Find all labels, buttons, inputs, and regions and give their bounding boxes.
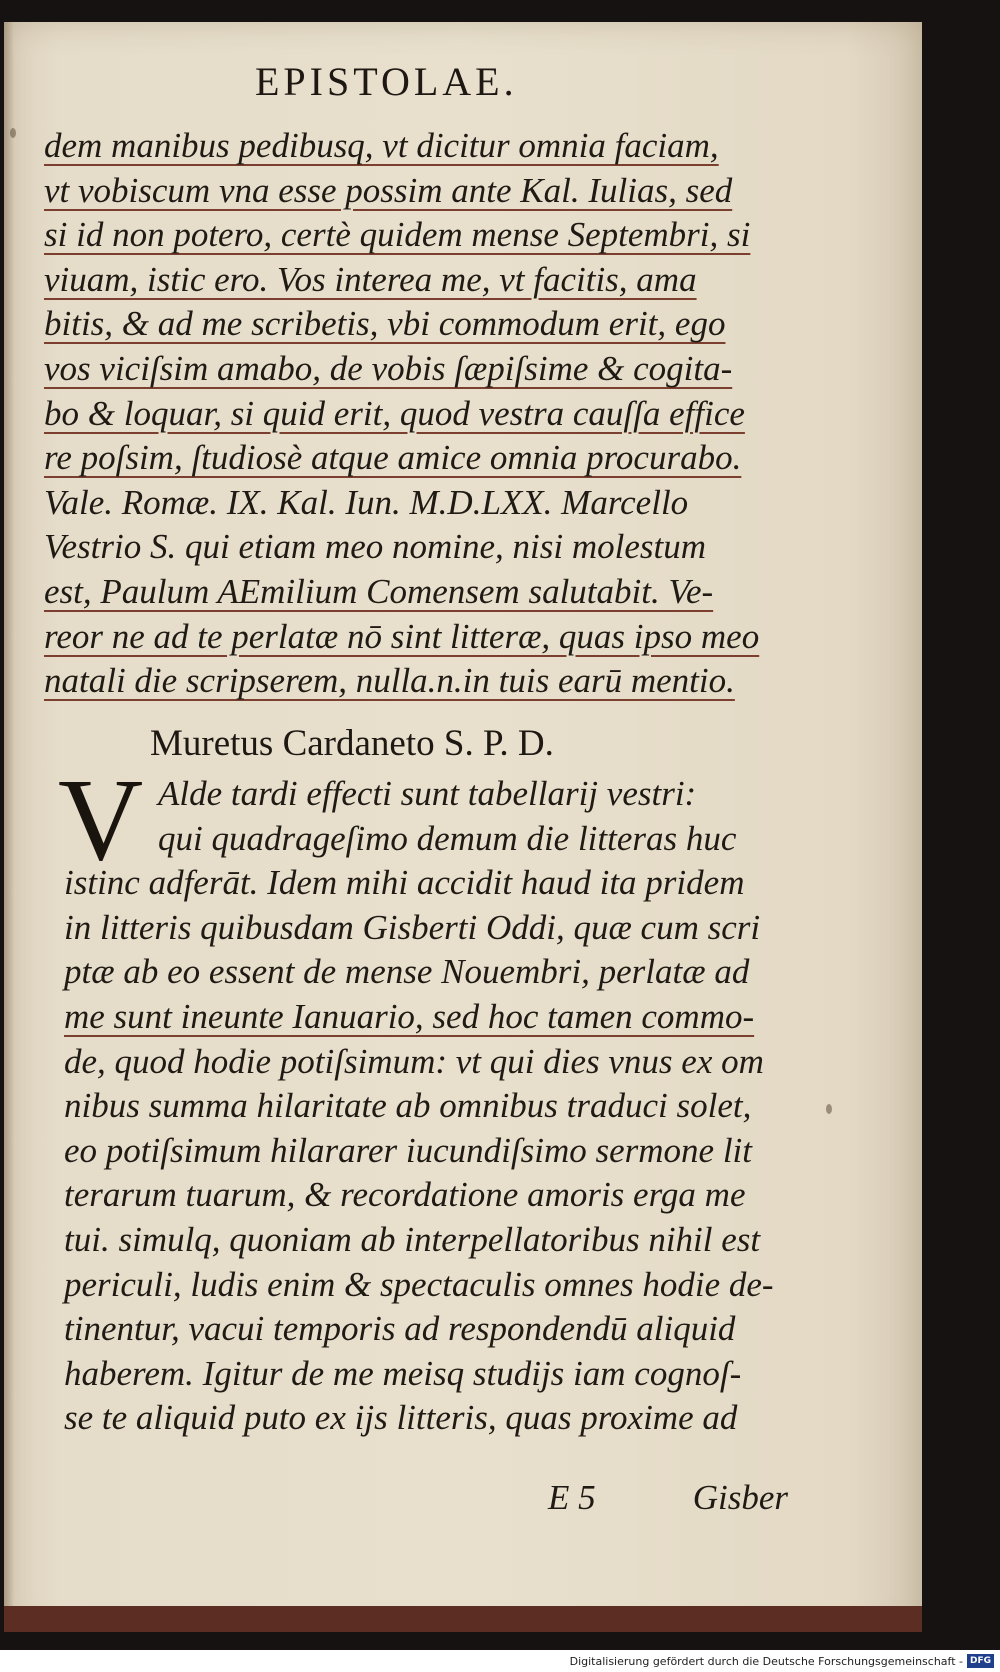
dfg-logo: DFG (967, 1654, 994, 1668)
text-line: Vestrio S. qui etiam meo nomine, nisi molestum (44, 527, 707, 567)
text-line: bitis, & ad me scribetis, vbi commodum erit, ego (44, 304, 726, 344)
page-gutter-shadow (4, 22, 14, 1632)
text-line: bo & loquar, si quid erit, quod vestra cauſſa effice (44, 393, 745, 433)
text-line: haberem. Igitur de me meisq studijs iam cognoſ- (64, 1353, 742, 1393)
text-line: ptæ ab eo essent de mense Nouembri, perlatæ ad (64, 952, 750, 992)
credit-text: Digitalisierung gefördert durch die Deutsche Forschungsgemeinschaft - (569, 1654, 963, 1668)
text-line: re poſsim, ſtudiosè atque amice omnia procurabo. (44, 438, 742, 478)
page-footer (548, 1476, 788, 1520)
page-bottom-edge (4, 1606, 922, 1632)
text-line: se te aliquid puto ex ijs litteris, quas proxime ad (64, 1398, 738, 1438)
text-line: terarum tuarum, & recordatione amoris erga me (64, 1175, 746, 1215)
text-line: natali die scripserem, nulla.n.in tuis earū mentio. (44, 661, 735, 701)
text-line: de, quod hodie potiſsimum: vt qui dies vnus ex om (64, 1041, 764, 1081)
text-line: si id non potero, certè quidem mense Septembri, si (44, 215, 751, 255)
continuation-text (44, 124, 784, 704)
text-line: est, Paulum AEmilium Comensem salutabit. Ve- (44, 571, 714, 611)
ink-spot (826, 1104, 832, 1114)
running-head: EPISTOLAE. (255, 59, 518, 104)
text-line: qui quadrageſimo demum die litteras huc (158, 818, 737, 858)
text-line: istinc adferāt. Idem mihi accidit haud ita pridem (64, 863, 745, 903)
letter-heading: Muretus Cardaneto S. P. D. (150, 723, 554, 764)
text-line: vt vobiscum vna esse possim ante Kal. Iulias, sed (44, 170, 733, 210)
text-line: tinentur, vacui temporis ad respondendū aliquid (64, 1309, 736, 1349)
letter-body (64, 772, 784, 1441)
text-line: vos viciſsim amabo, de vobis ſæpiſsime & cogita- (44, 348, 733, 388)
text-line: tui. simulq, quoniam ab interpellatoribus nihil est (64, 1219, 761, 1259)
text-line: periculi, ludis enim & spectaculis omnes hodie de- (64, 1264, 774, 1304)
text-line: viuam, istic ero. Vos interea me, vt facitis, ama (44, 259, 697, 299)
text-line: Vale. Romæ. IX. Kal. Iun. M.D.LXX. Marcello (44, 482, 689, 522)
text-line: Alde tardi effecti sunt tabellarij vestri: (158, 774, 697, 813)
drop-capital: V (58, 754, 144, 885)
text-line: eo potiſsimum hilararer iucundiſsimo sermone lit (64, 1130, 752, 1170)
text-line: me sunt ineunte Ianuario, sed hoc tamen commo- (64, 996, 755, 1036)
text-line: nibus summa hilaritate ab omnibus traduci solet, (64, 1086, 752, 1126)
signature-mark: E 5 (548, 1478, 596, 1517)
text-line: reor ne ad te perlatæ nō sint litteræ, quas ipso meo (44, 616, 760, 656)
digitization-credit (570, 1652, 994, 1670)
text-line: in litteris quibusdam Gisberti Oddi, quæ cum scri (64, 907, 761, 947)
ink-spot (10, 128, 16, 138)
catchword: Gisber (692, 1478, 788, 1517)
text-line: dem manibus pedibusq, vt dicitur omnia faciam, (44, 126, 719, 165)
